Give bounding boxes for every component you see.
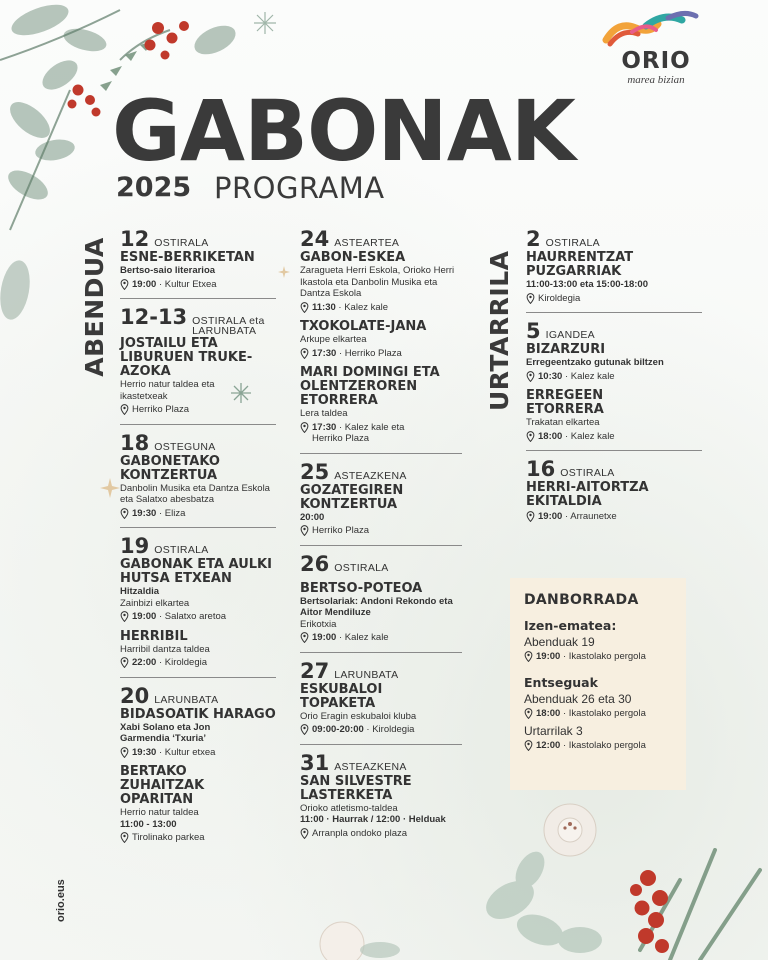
event-meta [300,632,462,644]
event-item [120,432,276,520]
event-desc: Xabi Solano eta Jon Garmendia ‘Txuria’ [120,721,211,744]
event-place: · Kiroldegia [366,724,415,735]
event-time: 19:00 [312,632,337,643]
divider [300,453,462,454]
event-meta [120,747,276,759]
registration-place: · Ikastolako pergola [562,651,646,662]
event-time: 19:30 [132,746,157,758]
event-place: · Kalez kale [564,370,615,382]
event-item [526,458,702,523]
event-desc: Lera taldea [300,408,348,419]
location-pin-icon [120,279,129,290]
event-meta [120,611,276,623]
event-dayname: OSTIRALA [154,544,209,556]
event-place: Herriko Plaza [312,525,370,536]
rehearsal-title: Entseguak [524,674,598,690]
flower-bottom-icon [300,910,400,960]
location-pin-icon [300,302,309,313]
divider [300,652,462,653]
rehearsal-time-2: 12:00 [536,740,561,751]
event-time: 19:30 [132,507,157,519]
event-title: MARI DOMINGI ETA OLENTZEROREN ETORRERA [300,365,440,408]
event-title: GABON-ESKEA [300,250,406,265]
event-desc: Orio Eragin eskubaloi kluba [300,710,417,722]
event-desc: Trakatan elkartea [526,417,600,428]
event-title: ESKUBALOI TOPAKETA [300,681,383,711]
event-item [526,320,702,442]
event-meta [300,724,462,736]
event-dayname: OSTEGUNA [154,440,216,453]
event-day: 31 [300,750,330,775]
event-place: · Kultur etxea [158,746,216,758]
event-day: 5 [526,319,541,343]
event-desc: Herrio natur taldea eta ikastetxeak [120,379,215,402]
logo-tagline: marea bizian [627,74,685,86]
sparkle-icon [100,478,120,498]
event-dayname: ASTEARTEA [334,237,400,249]
registration-title: Izen-ematea: [524,618,617,633]
month-label-december: ABENDUA [80,237,109,377]
event-time: 22:00 [132,657,157,668]
location-pin-icon [300,348,309,359]
divider [526,450,702,451]
location-pin-icon [300,632,309,643]
event-place: · Kalez kale [338,301,389,313]
event-dayname: OSTIRALA [545,237,600,249]
event-day: 20 [120,683,150,708]
location-pin-icon [120,508,129,519]
event-desc: 11:00-13:00 eta 15:00-18:00 [526,279,649,290]
divider [120,527,276,528]
event-desc-2: Zainbizi elkartea [120,597,190,609]
footer-url[interactable]: orio.eus [55,879,67,922]
location-pin-icon [524,651,533,662]
event-desc: 20:00 [300,511,325,523]
rehearsal-meta-1 [524,708,672,720]
event-item [300,752,462,840]
event-time: 10:30 [538,370,563,382]
location-pin-icon [300,724,309,735]
event-meta [300,525,462,537]
event-desc: Erregeentzako gutunak biltzen [526,357,664,368]
event-item [526,228,702,304]
event-item [120,306,276,416]
divider [120,424,276,425]
event-item [300,228,462,445]
event-dayname: OSTIRALA [560,467,615,479]
event-meta [300,348,462,360]
event-meta [120,404,276,416]
event-day: 24 [300,227,330,251]
event-time: 19:00 [132,278,157,290]
event-title: GOZATEGIREN KONTZERTUA [300,482,404,512]
registration-meta [524,651,672,663]
event-meta [300,422,462,445]
event-meta [120,279,276,291]
event-title: BERTAKO ZUHAITZAK OPARITAN [120,764,205,807]
event-time: 11:30 [312,301,336,313]
orio-logo [598,10,714,88]
registration-date: Abenduak 19 [524,635,595,649]
event-desc: Bertsolariak: Andoni Rekondo eta Aitor Mendiluze [300,595,453,618]
event-desc: Hitzaldia [120,586,160,597]
event-meta [526,293,702,305]
event-day: 27 [300,658,330,683]
divider [526,312,702,313]
event-time: 17:30 [312,347,337,359]
event-desc-2: 11:00 - 13:00 [120,818,177,830]
event-place: · Arraunetxe [564,511,617,522]
event-title: GABONAK ETA AULKI HUTSA ETXEAN [120,557,272,586]
divider [300,545,462,546]
location-pin-icon [120,404,129,415]
event-day: 12-13 [120,305,188,329]
column-december-2 [300,228,462,845]
event-place: · Salatxo aretoa [158,611,227,622]
event-time: 19:00 [132,611,157,622]
event-meta [120,832,276,844]
event-dayname: OSTIRALA eta LARUNBATA [192,315,265,337]
event-item [120,685,276,844]
location-pin-icon [526,431,535,442]
event-desc: Zaragueta Herri Eskola, Orioko Herri Ikastola eta Danbolin Musika eta Dantza Eskola [300,265,455,299]
event-title: HERRI-AITORTZA EKITALDIA [526,480,649,509]
snowflake-icon [230,382,252,404]
page-title: GABONAK [112,82,575,180]
column-january [526,228,702,529]
registration-time: 19:00 [536,651,561,662]
event-title: SAN SILVESTRE LASTERKETA [300,773,412,803]
wave-logo-icon [598,10,714,50]
location-pin-icon [526,293,535,304]
event-place: · Kalez kale [338,632,389,643]
event-title: BIZARZURI [526,342,606,357]
event-desc: Bertso-saio literarioa [120,265,216,276]
location-pin-icon [300,525,309,536]
event-dayname: IGANDEA [545,329,595,341]
event-day: 2 [526,227,541,251]
event-day: 12 [120,227,150,251]
year-label: 2025 [116,172,192,203]
foliage-bottom-right-icon [470,790,768,960]
location-pin-icon [120,657,129,668]
event-title: BERTSO-POTEOA [300,580,423,596]
event-place: · Herriko Plaza [338,347,402,359]
rehearsal-date-1: Abenduak 26 eta 30 [524,691,632,706]
event-meta [526,511,702,523]
event-title: ERREGEEN ETORRERA [526,388,604,417]
sparkle-icon [278,266,290,278]
location-pin-icon [526,511,535,522]
event-day: 19 [120,534,150,558]
event-time: 09:00-20:00 [312,724,364,735]
logo-name: ORIO [621,48,691,74]
event-title: ESNE-BERRIKETAN [120,250,255,265]
event-meta [120,508,276,520]
event-place: · Kalez kale eta Herriko Plaza [312,421,405,444]
column-december-1 [120,228,276,850]
event-place: · Kultur Etxea [158,278,217,290]
event-place: Arranpla ondoko plaza [312,827,408,839]
event-item [300,660,462,736]
event-desc: Harribil dantza taldea [120,643,210,655]
event-item [120,535,276,669]
program-label: PROGRAMA [214,171,385,205]
rehearsal-time-1: 18:00 [536,707,561,719]
event-desc: Arkupe elkartea [300,334,367,345]
event-meta [300,302,462,314]
location-pin-icon [120,832,129,843]
event-place: Herriko Plaza [132,404,190,415]
rehearsal-date-2: Urtarrilak 3 [524,724,583,738]
event-place: · Kalez kale [564,430,615,442]
event-title: GABONETAKO KONTZERTUA [120,453,220,483]
location-pin-icon [524,708,533,719]
event-dayname: LARUNBATA [334,668,399,681]
location-pin-icon [300,422,309,433]
event-place: · Kiroldegia [158,657,208,668]
event-item [300,553,462,644]
event-desc-2: Erikotxia [300,618,337,630]
event-dayname: ASTEAZKENA [334,469,407,482]
location-pin-icon [526,371,535,382]
event-place: Tirolinako parkea [132,832,205,843]
event-dayname: OSTIRALA [334,561,389,574]
danborrada-title: DANBORRADA [524,592,639,608]
event-meta [526,371,702,383]
event-title: HERRIBIL [120,628,188,644]
rehearsal-meta-2 [524,740,672,752]
event-place: · Eliza [158,507,186,519]
event-desc: Herrio natur taldea [120,807,199,818]
event-meta [120,657,276,669]
event-time: 18:00 [538,430,563,442]
event-title: BIDASOATIK HARAGO [120,706,276,722]
event-dayname: OSTIRALA [154,237,209,249]
event-meta [300,828,462,840]
event-time: 17:30 [312,421,337,433]
event-item [120,228,276,290]
danborrada-box [510,578,686,790]
event-dayname: LARUNBATA [154,693,219,706]
event-place: Kiroldegia [538,292,581,304]
event-title: TXOKOLATE-JANA [300,319,427,334]
event-dayname: ASTEAZKENA [334,760,407,773]
divider [120,298,276,299]
event-day: 16 [526,457,556,481]
event-desc: Danbolin Musika eta Dantza Eskola eta Salatxo abesbatza [120,482,270,505]
event-item [300,461,462,537]
month-label-january: URTARRILA [485,250,514,411]
event-meta [526,431,702,443]
event-time: 19:00 [538,511,563,522]
divider [120,677,276,678]
event-desc-2: 11:00 · Haurrak / 12:00 · Helduak [300,814,446,825]
event-day: 26 [300,551,330,576]
event-title: JOSTAILU ETA LIBURUEN TRUKE-AZOKA [120,336,253,379]
event-day: 18 [120,430,150,455]
location-pin-icon [120,611,129,622]
location-pin-icon [120,747,129,758]
divider [300,744,462,745]
location-pin-icon [300,828,309,839]
event-title: HAURRENTZAT PUZGARRIAK [526,250,634,279]
location-pin-icon [524,740,533,751]
event-day: 25 [300,459,330,484]
event-desc: Orioko atletismo-taldea [300,802,398,814]
rehearsal-place-1: · Ikastolako pergola [562,707,646,719]
rehearsal-place-2: · Ikastolako pergola [562,740,646,751]
